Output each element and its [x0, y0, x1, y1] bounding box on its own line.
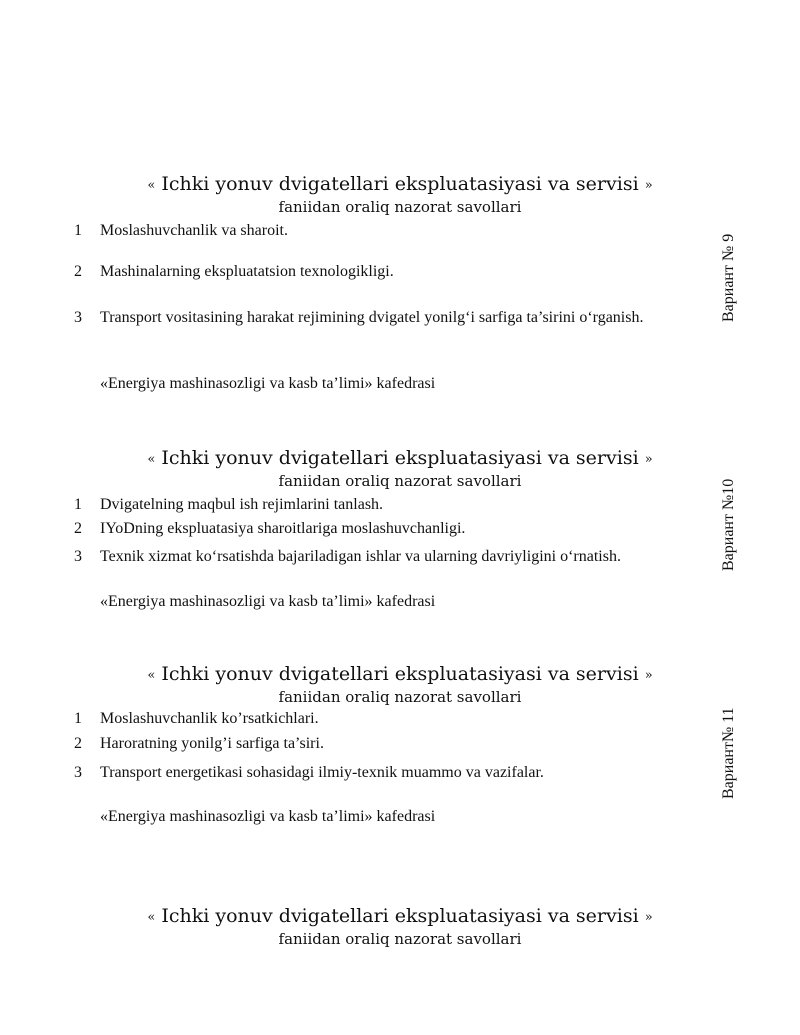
question-text: IYoDning ekspluatasiya sharoitlariga moslashuvchanligi.	[100, 520, 466, 537]
variant-label: Вариант№ 11	[720, 707, 737, 799]
question-text: Haroratning yonilg’i sarfiga ta’siri.	[100, 735, 324, 752]
department: «Energiya mashinasozligi va kasb ta’limi» kafedrasi	[100, 593, 436, 610]
question-text: Transport energetikasi sohasidagi ilmiy-texnik muammo va vazifalar.	[100, 764, 544, 781]
title-open-quote: «	[147, 178, 156, 193]
question-number: 3	[74, 764, 82, 781]
department: «Energiya mashinasozligi va kasb ta’limi» kafedrasi	[100, 375, 436, 392]
question-text: Moslashuvchanlik va sharoit.	[100, 222, 288, 239]
title-close-quote: »	[644, 452, 653, 467]
department: «Energiya mashinasozligi va kasb ta’limi» kafedrasi	[100, 808, 436, 825]
title-close-quote: »	[644, 668, 653, 683]
title-text: Ichki yonuv dvigatellari ekspluatasiyasi va servisi	[161, 905, 639, 927]
question-text: Dvigatelning maqbul ish rejimlarini tanlash.	[100, 496, 384, 513]
title-open-quote: «	[147, 452, 156, 467]
question-number: 3	[74, 548, 82, 565]
title-open-quote: «	[147, 668, 156, 683]
title-close-quote: »	[644, 178, 653, 193]
question-text: Moslashuvchanlik ko’rsatkichlari.	[100, 710, 319, 727]
question-number: 1	[74, 496, 82, 513]
subtitle: faniidan oraliq nazorat savollari	[278, 198, 522, 216]
title-open-quote: «	[147, 910, 156, 925]
title	[0, 907, 800, 926]
variant-label: Вариант №10	[720, 478, 737, 571]
subtitle: faniidan oraliq nazorat savollari	[278, 688, 522, 706]
title-text: Ichki yonuv dvigatellari ekspluatasiyasi va servisi	[161, 663, 639, 685]
title	[0, 449, 800, 468]
question-text: Mashinalarning ekspluatatsion texnologikligi.	[100, 263, 394, 280]
question-text: Transport vositasining harakat rejimining dvigatel yonilg‘i sarfiga ta’sirini o‘rganish.	[100, 309, 644, 326]
variant-label: Вариант № 9	[720, 233, 737, 322]
subtitle: faniidan oraliq nazorat savollari	[278, 930, 522, 948]
title-close-quote: »	[644, 910, 653, 925]
question-number: 2	[74, 263, 82, 280]
question-number: 2	[74, 520, 82, 537]
title	[0, 665, 800, 684]
title-text: Ichki yonuv dvigatellari ekspluatasiyasi va servisi	[161, 173, 639, 195]
question-number: 2	[74, 735, 82, 752]
title	[0, 175, 800, 194]
question-number: 1	[74, 222, 82, 239]
question-number: 1	[74, 710, 82, 727]
question-number: 3	[74, 309, 82, 326]
subtitle: faniidan oraliq nazorat savollari	[278, 472, 522, 490]
question-text: Texnik xizmat ko‘rsatishda bajariladigan ishlar va ularning davriyligini o‘rnatish.	[100, 548, 621, 565]
title-text: Ichki yonuv dvigatellari ekspluatasiyasi va servisi	[161, 447, 639, 469]
